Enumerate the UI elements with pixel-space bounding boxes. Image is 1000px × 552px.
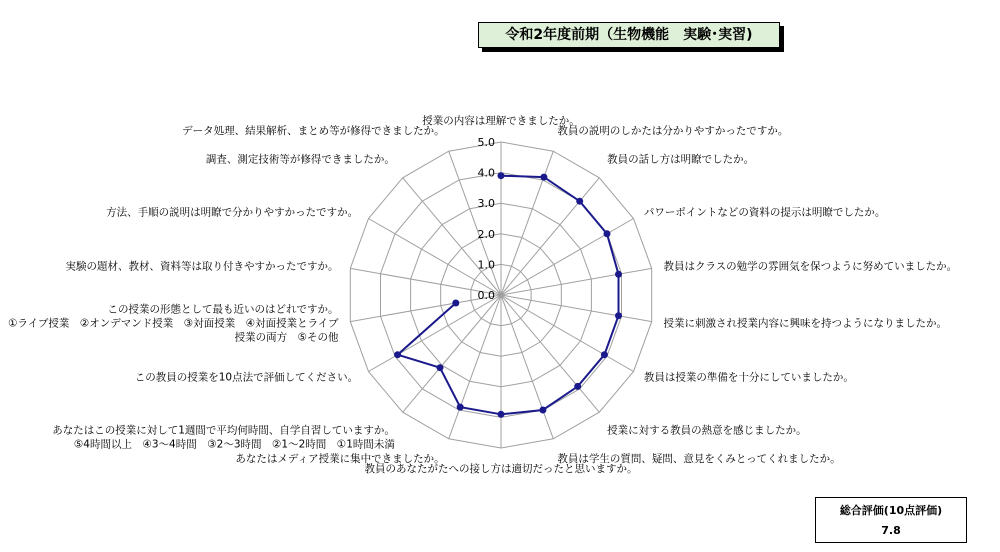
radial-tick-label: 5.0 <box>477 136 495 149</box>
overall-score-box <box>815 497 967 543</box>
data-point <box>452 300 459 307</box>
category-label: 実験の題材、教材、資料等は取り付きやすかったですか。 <box>65 260 339 273</box>
category-label: ⑤4時間以上 ④3～4時間 ③2～3時間 ②1～2時間 ①1時間未満 <box>73 438 395 451</box>
axis-spoke <box>501 151 553 295</box>
data-point <box>498 411 505 418</box>
radial-tick-label: 3.0 <box>477 197 495 211</box>
category-label: 教員のあなたがたへの接し方は適切だったと思いますか。 <box>364 463 638 475</box>
data-point <box>457 404 464 411</box>
axis-spoke <box>501 295 553 439</box>
category-label: あなたはこの授業に対して1週間で平均何時間、自学自習していますか。 <box>52 424 395 437</box>
category-label: 授業の内容は理解できましたか。 <box>422 115 580 127</box>
data-point <box>539 407 546 414</box>
axis-spoke <box>449 295 501 439</box>
category-label: 調査、測定技術等が修得できましたか。 <box>205 153 395 166</box>
data-point <box>540 174 547 181</box>
category-label: 方法、手順の説明は明瞭で分かりやすかったですか。 <box>106 206 359 219</box>
category-label: 教員は学生の質問、疑問、意見をくみとってくれましたか。 <box>557 453 841 465</box>
category-label: データ処理、結果解析、まとめ等が修得できましたか。 <box>182 125 445 137</box>
category-label: 教員はクラスの勉学の雰囲気を保つように努めていましたか。 <box>663 260 958 273</box>
data-point <box>601 351 608 358</box>
data-point <box>576 198 583 205</box>
overall-score-value: 7.8 <box>881 524 901 537</box>
chart-title: 令和2年度前期（生物機能 実験･実習) <box>478 22 780 48</box>
category-label: この教員の授業を10点法で評価してください。 <box>134 371 359 384</box>
category-label: 教員は授業の準備を十分にしていましたか。 <box>643 371 854 384</box>
category-label: 授業の両方 ⑤その他 <box>234 331 339 344</box>
category-label: 授業に刺激され授業内容に興味を持つようになりましたか。 <box>663 317 947 330</box>
data-point <box>498 172 505 179</box>
category-label: ①ライブ授業 ②オンデマンド授業 ③対面授業 ④対面授業とライブ <box>8 317 339 330</box>
radial-tick-label: 1.0 <box>477 258 495 272</box>
radial-tick-label: 2.0 <box>477 227 495 241</box>
data-point <box>604 230 611 237</box>
data-point <box>574 383 581 390</box>
category-label: あなたはメディア授業に集中できましたか。 <box>235 453 445 465</box>
data-point <box>394 351 401 358</box>
overall-score-label: 総合評価(10点評価) <box>839 504 943 517</box>
category-label: 教員の説明のしかたは分かりやすかったですか。 <box>557 125 789 137</box>
radial-tick-label: 0.0 <box>477 289 495 302</box>
data-point <box>437 364 444 371</box>
category-label: この授業の形態として最も近いのはどれですか。 <box>107 303 339 316</box>
radial-tick-label: 4.0 <box>477 166 495 180</box>
category-label: 教員の話し方は明瞭でしたか。 <box>607 153 755 166</box>
category-label: 授業に対する教員の熱意を感じましたか。 <box>607 424 807 437</box>
data-point <box>615 271 622 278</box>
data-point <box>615 312 622 319</box>
category-label: パワーポイントなどの資料の提示は明瞭でしたか。 <box>643 206 886 219</box>
